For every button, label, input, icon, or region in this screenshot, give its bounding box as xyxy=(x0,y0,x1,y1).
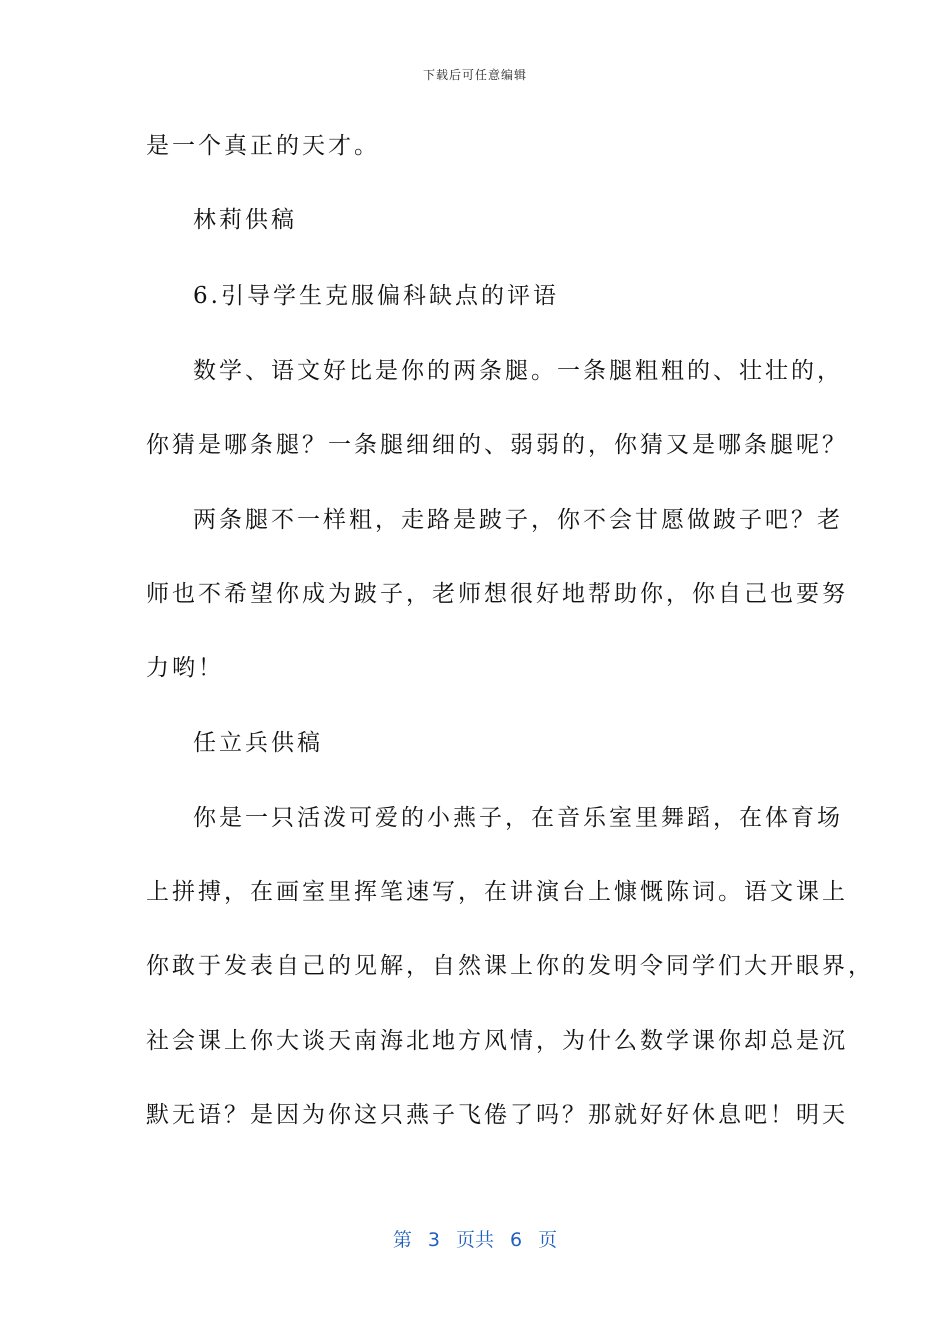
text-line-1: 是一个真正的天才。 xyxy=(146,133,380,159)
header-note: 下载后可任意编辑 xyxy=(422,68,527,82)
total-pages-number: 6 xyxy=(510,1229,523,1251)
text-line-6: 两条腿不一样粗，走路是跛子，你不会甘愿做跛子吧？老 xyxy=(193,507,843,533)
text-line-12: 你敢于发表自己的见解，自然课上你的发明令同学们大开眼界， xyxy=(146,953,874,979)
text-line-10: 你是一只活泼可爱的小燕子，在音乐室里舞蹈，在体育场 xyxy=(193,805,843,831)
text-line-14: 默无语？是因为你这只燕子飞倦了吗？那就好好休息吧！明天 xyxy=(146,1102,848,1128)
text-line-4: 数学、语文好比是你的两条腿。一条腿粗粗的、壮壮的， xyxy=(193,358,843,384)
footer-prefix: 第 xyxy=(392,1229,412,1251)
text-line-7: 师也不希望你成为跛子，老师想很好地帮助你，你自己也要努 xyxy=(146,581,848,607)
text-line-5: 你猜是哪条腿？一条腿细细的、弱弱的，你猜又是哪条腿呢？ xyxy=(146,432,848,458)
text-line-11: 上拼搏，在画室里挥笔速写，在讲演台上慷慨陈词。语文课上 xyxy=(146,879,848,905)
section-heading: 6.引导学生克服偏科缺点的评语 xyxy=(193,283,559,309)
contributor-line-1: 林莉供稿 xyxy=(193,207,297,233)
text-line-13: 社会课上你大谈天南海北地方风情，为什么数学课你却总是沉 xyxy=(146,1028,848,1054)
contributor-line-2: 任立兵供稿 xyxy=(193,730,323,756)
footer-middle: 页共 xyxy=(455,1229,494,1251)
text-line-8: 力哟！ xyxy=(146,655,224,681)
page-footer xyxy=(0,1225,950,1252)
footer-suffix: 页 xyxy=(538,1229,558,1251)
current-page-number: 3 xyxy=(427,1229,440,1251)
